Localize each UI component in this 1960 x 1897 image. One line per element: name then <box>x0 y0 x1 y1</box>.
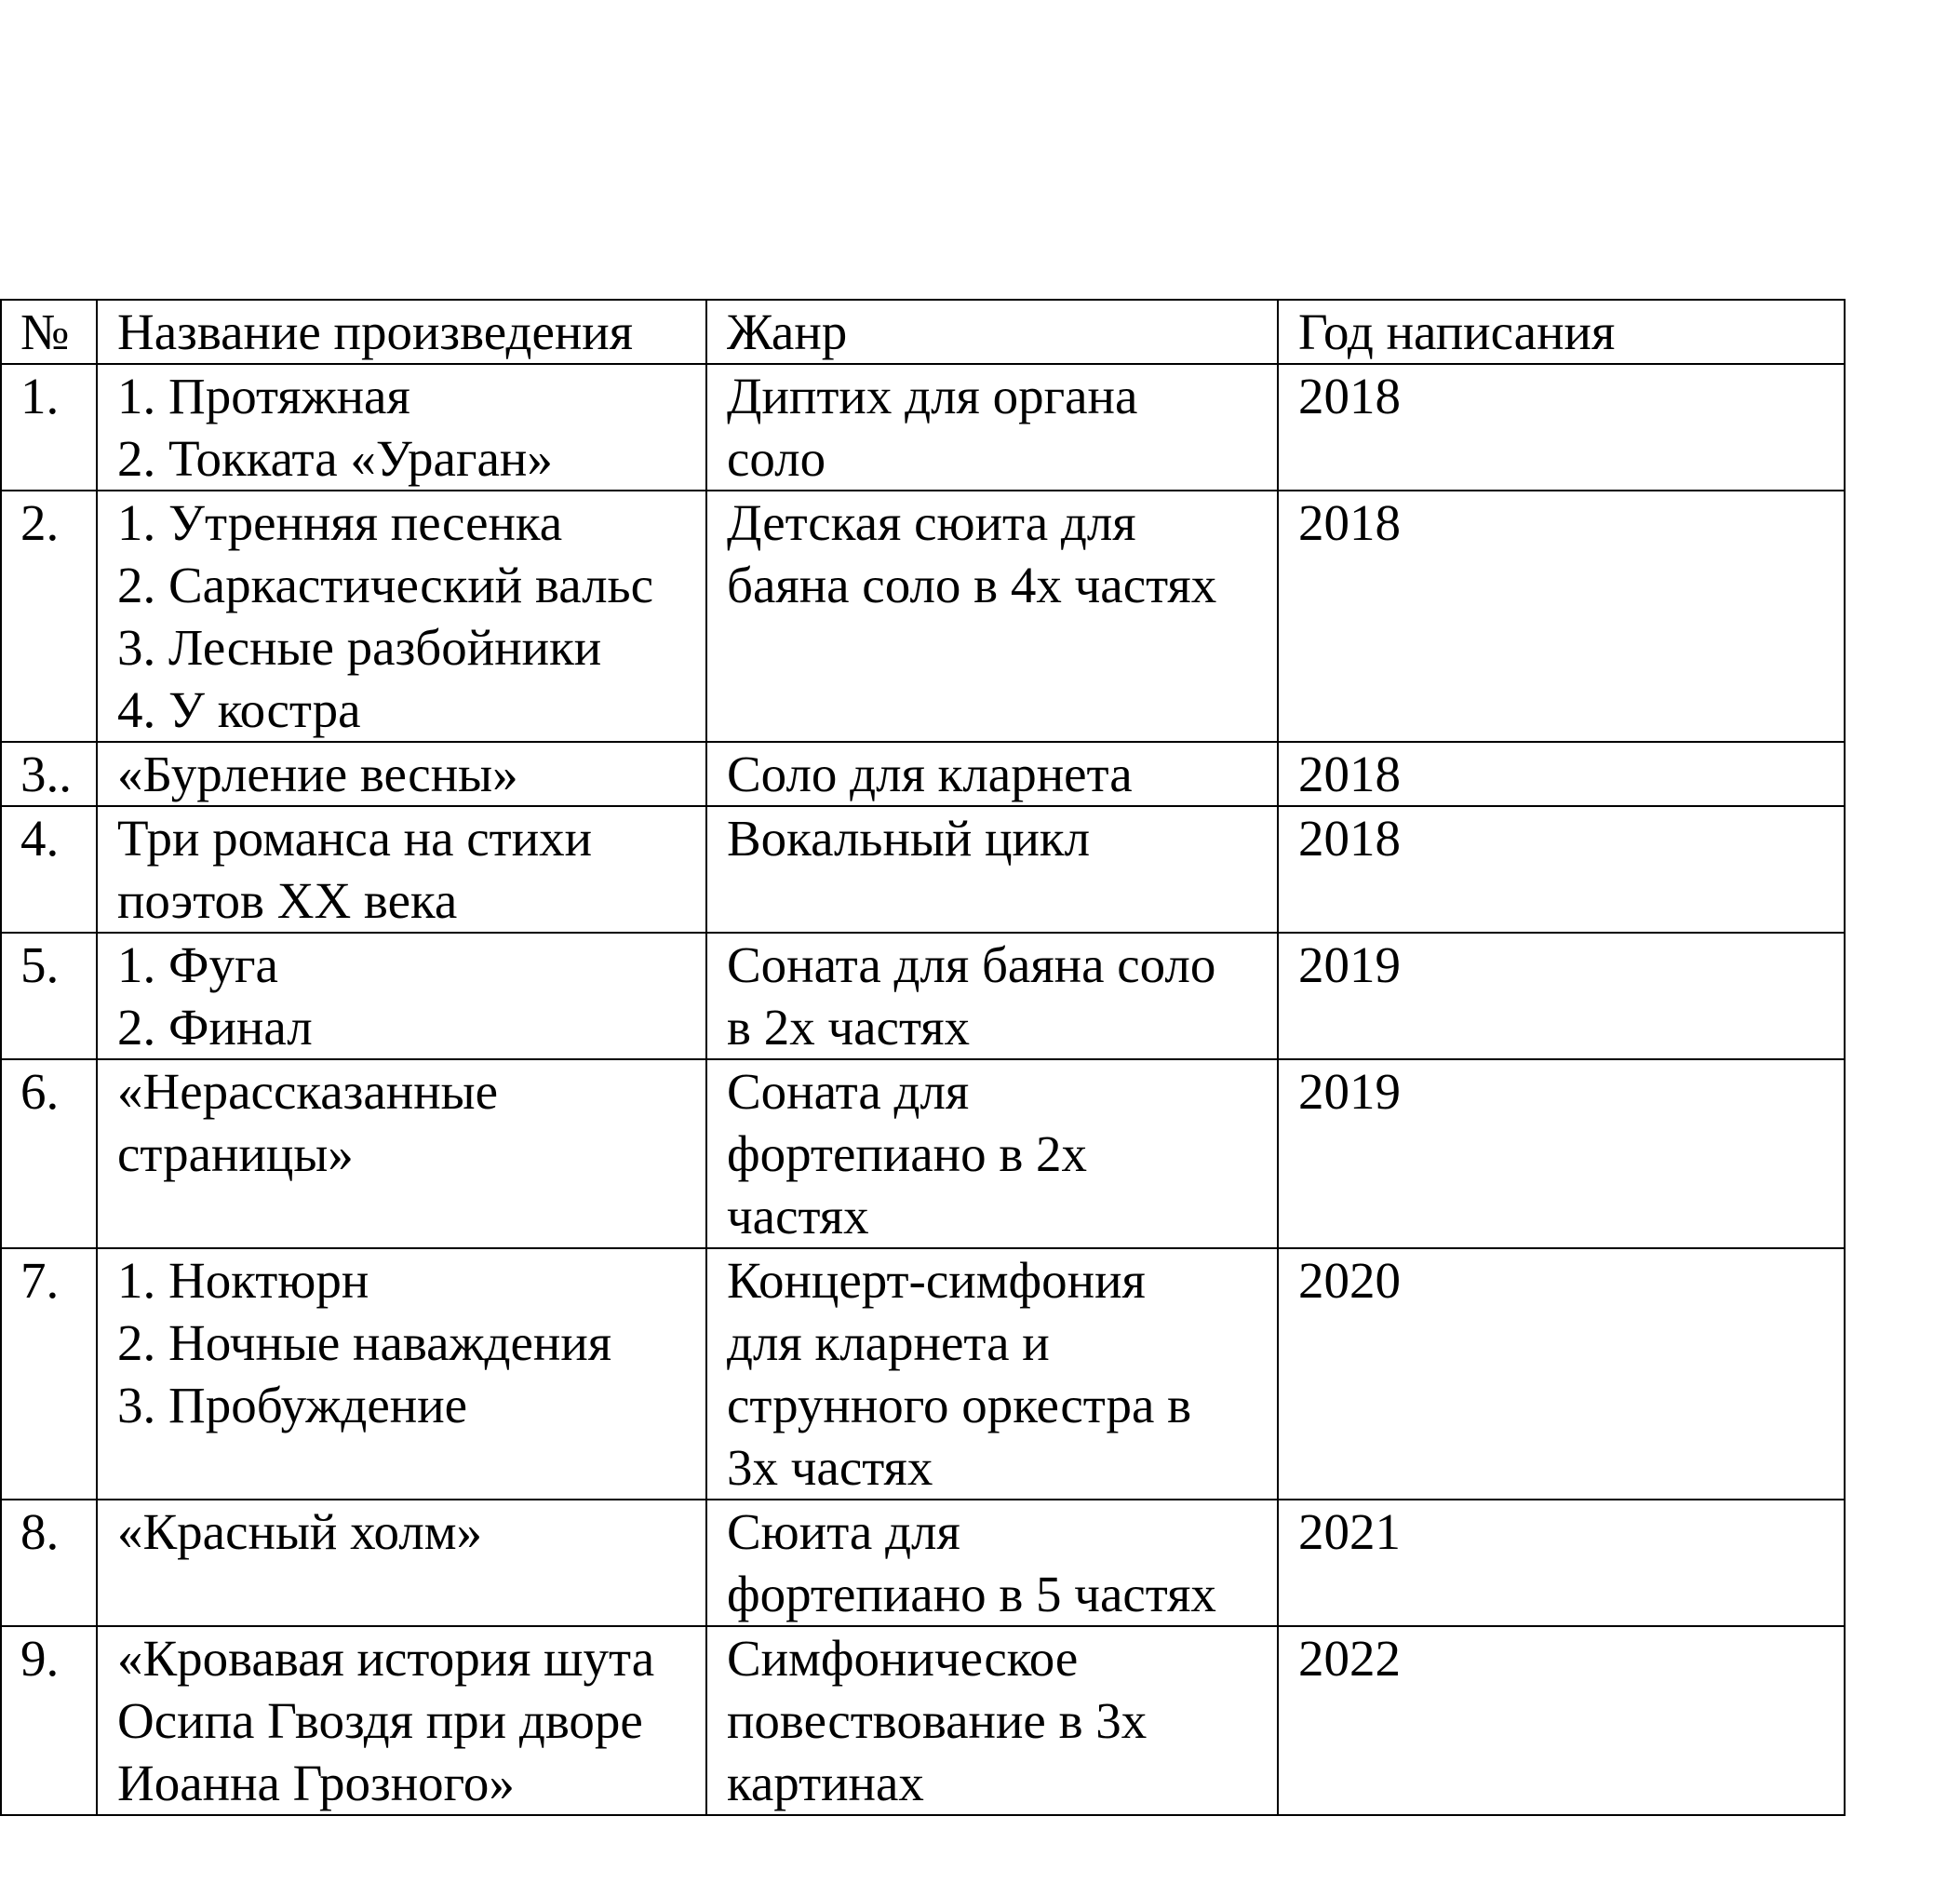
cell-title <box>97 1248 706 1500</box>
cell-year: 2018 <box>1278 806 1845 933</box>
genre-line: фортепиано в 5 частях <box>727 1566 1216 1622</box>
title-line: «Красный холм» <box>117 1503 483 1560</box>
genre-line: Соната для баяна соло <box>727 936 1216 993</box>
cell-genre <box>706 1626 1278 1815</box>
table-row <box>1 1059 1845 1248</box>
cell-genre <box>706 1500 1278 1626</box>
title-line: 2. Финал <box>117 999 313 1056</box>
genre-line: Соло для кларнета <box>727 746 1133 802</box>
cell-number: 5. <box>1 933 97 1059</box>
cell-year: 2022 <box>1278 1626 1845 1815</box>
genre-line: соло <box>727 430 826 487</box>
cell-genre <box>706 933 1278 1059</box>
table-row <box>1 491 1845 742</box>
title-line: Иоанна Грозного» <box>117 1755 515 1811</box>
cell-number: 3.. <box>1 742 97 806</box>
title-line: Три романса на стихи <box>117 810 593 867</box>
table-row <box>1 1500 1845 1626</box>
cell-title <box>97 1059 706 1248</box>
genre-line: 3х частях <box>727 1439 933 1496</box>
title-line: 1. Фуга <box>117 936 278 993</box>
title-line: «Бурление весны» <box>117 746 518 802</box>
genre-line: частях <box>727 1188 869 1244</box>
cell-number: 8. <box>1 1500 97 1626</box>
title-line: 2. Ночные наваждения <box>117 1314 612 1371</box>
cell-title <box>97 742 706 806</box>
cell-year: 2018 <box>1278 364 1845 491</box>
cell-genre <box>706 742 1278 806</box>
cell-genre <box>706 491 1278 742</box>
genre-line: баяна соло в 4х частях <box>727 557 1217 613</box>
genre-line: Сюита для <box>727 1503 960 1560</box>
title-line: 1. Ноктюрн <box>117 1252 369 1309</box>
cell-number: 6. <box>1 1059 97 1248</box>
cell-number: 1. <box>1 364 97 491</box>
header-genre: Жанр <box>706 300 1278 364</box>
cell-year: 2020 <box>1278 1248 1845 1500</box>
genre-line: Детская сюита для <box>727 494 1136 551</box>
title-line: страницы» <box>117 1125 354 1182</box>
genre-line: фортепиано в 2х <box>727 1125 1088 1182</box>
table-row <box>1 933 1845 1059</box>
genre-line: Диптих для органа <box>727 368 1138 424</box>
table-body <box>1 364 1845 1815</box>
genre-line: Концерт-симфония <box>727 1252 1146 1309</box>
header-title: Название произведения <box>97 300 706 364</box>
table-row <box>1 1248 1845 1500</box>
table-row <box>1 806 1845 933</box>
cell-title <box>97 1626 706 1815</box>
cell-number: 7. <box>1 1248 97 1500</box>
genre-line: Симфоническое <box>727 1630 1079 1687</box>
genre-line: повествование в 3х <box>727 1692 1148 1749</box>
cell-number: 2. <box>1 491 97 742</box>
header-number: № <box>1 300 97 364</box>
cell-title <box>97 491 706 742</box>
header-year: Год написания <box>1278 300 1845 364</box>
title-line: 2. Саркастический вальс <box>117 557 654 613</box>
cell-genre <box>706 364 1278 491</box>
cell-number: 9. <box>1 1626 97 1815</box>
genre-line: картинах <box>727 1755 924 1811</box>
table-row <box>1 364 1845 491</box>
cell-year: 2018 <box>1278 491 1845 742</box>
genre-line: в 2х частях <box>727 999 971 1056</box>
header-row <box>1 300 1845 364</box>
cell-genre <box>706 1248 1278 1500</box>
cell-number: 4. <box>1 806 97 933</box>
works-table <box>0 299 1846 1816</box>
title-line: Осипа Гвоздя при дворе <box>117 1692 643 1749</box>
title-line: «Нерассказанные <box>117 1063 499 1120</box>
genre-line: струнного оркестра в <box>727 1377 1192 1433</box>
cell-genre <box>706 806 1278 933</box>
cell-year: 2021 <box>1278 1500 1845 1626</box>
genre-line: Вокальный цикл <box>727 810 1091 867</box>
genre-line: для кларнета и <box>727 1314 1050 1371</box>
title-line: 2. Токката «Ураган» <box>117 430 553 487</box>
cell-title <box>97 806 706 933</box>
title-line: 3. Пробуждение <box>117 1377 468 1433</box>
title-line: 3. Лесные разбойники <box>117 619 602 676</box>
title-line: 1. Протяжная <box>117 368 410 424</box>
cell-genre <box>706 1059 1278 1248</box>
title-line: 4. У костра <box>117 681 361 738</box>
table-row <box>1 742 1845 806</box>
cell-year: 2019 <box>1278 933 1845 1059</box>
cell-title <box>97 364 706 491</box>
table-row <box>1 1626 1845 1815</box>
cell-year: 2019 <box>1278 1059 1845 1248</box>
cell-title <box>97 1500 706 1626</box>
genre-line: Соната для <box>727 1063 970 1120</box>
cell-title <box>97 933 706 1059</box>
cell-year: 2018 <box>1278 742 1845 806</box>
title-line: 1. Утренняя песенка <box>117 494 563 551</box>
title-line: «Кровавая история шута <box>117 1630 655 1687</box>
title-line: поэтов XX века <box>117 872 458 929</box>
